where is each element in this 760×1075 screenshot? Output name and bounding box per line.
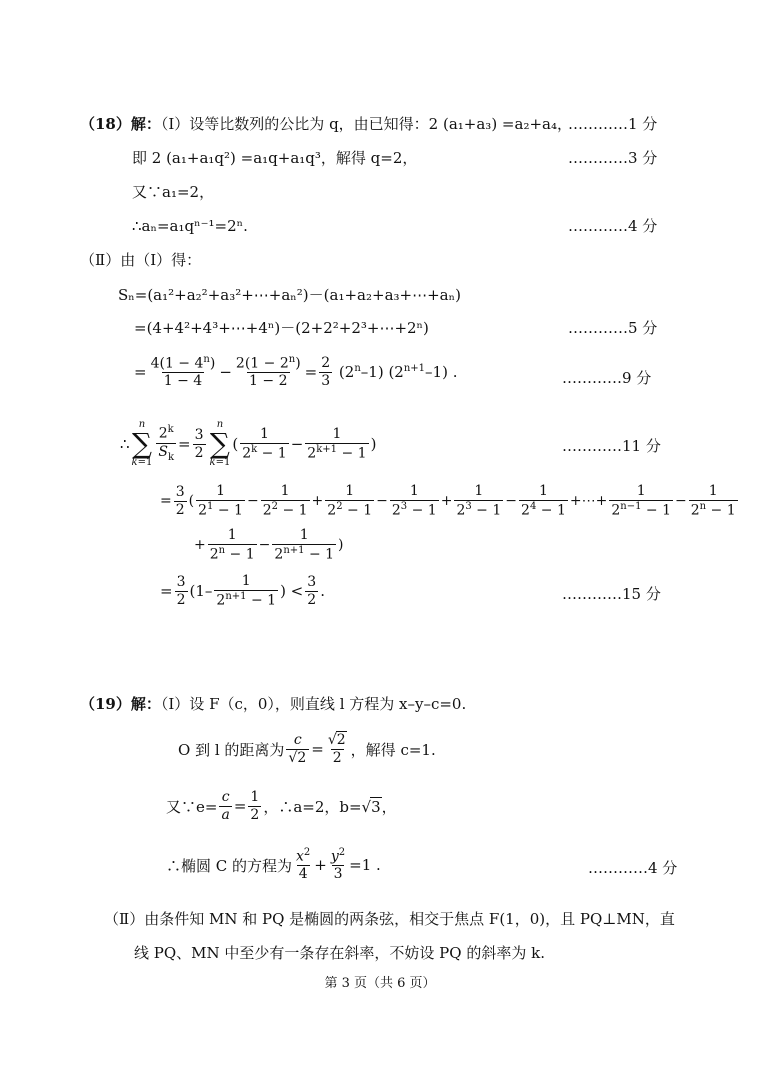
p19-score4: …………4 分 (588, 859, 678, 877)
p18-line12: = $\frac{3}{2}$ (1– $\frac{1}{2^{n+1} - 1}$ ) < $\frac{3}{2}$ . (160, 573, 325, 609)
fraction: $\frac{1}{2^{n+1} - 1}$ (216, 573, 277, 609)
p19-line1 (80, 694, 466, 714)
p18-score8: …………9 分 (562, 369, 652, 387)
fraction: $\frac{1}{2^3 - 1}$ (456, 483, 502, 519)
p18-score1: …………1 分 (568, 115, 658, 133)
fraction: $\frac{c}{a}$ (221, 789, 230, 823)
fraction: $\frac{1}{2^{n+1} - 1}$ (274, 527, 335, 563)
p19-line2: O 到 l 的距离为 $\frac{c}{√2}$ = $\frac{√2}{2}$ ，解得 c=1. (178, 732, 436, 766)
fraction: $\frac{1}{2^3 - 1}$ (391, 483, 437, 519)
p18-line9: ∴ n ∑ k=1 $\frac{2^k}{S_k}$ = $\frac{3}{2}$ n ∑ k=1 ( $\frac{1}{2^k - 1}$ − $\frac{1}{2^{k+1} - 1}$ ) (120, 419, 377, 468)
fraction: $\frac{√2}{2}$ (327, 732, 346, 766)
fraction: $\frac{2^k}{S_k}$ (158, 424, 175, 463)
p18-line2: 即 2 (a₁+a₁q²) =a₁q+a₁q³，解得 q=2， (132, 149, 418, 167)
p18-line6: Sₙ=(a₁²+a₂²+a₃²+⋯+aₙ²)－(a₁+a₂+a₃+⋯+aₙ) (118, 286, 461, 304)
p18-line4: ∴aₙ=a₁qⁿ⁻¹=2ⁿ. (132, 217, 248, 235)
p19-l3a: 又∵e= (166, 797, 218, 816)
p19-l4a: ∴椭圆 C 的方程为 (166, 856, 293, 875)
p19-line6: 线 PQ、MN 中至少有一条存在斜率，不妨设 PQ 的斜率为 k. (134, 944, 545, 962)
p18-line1 (80, 114, 572, 134)
fraction: $\frac{1}{2^{n-1} - 1}$ (611, 483, 671, 519)
p19-l2a: O 到 l 的距离为 (178, 740, 285, 759)
p18-l1-text: （Ⅰ）设等比数列的公比为 q，由已知得：2 (a₁+a₃) =a₂+a₄， (160, 115, 572, 133)
p18-line5: （Ⅱ）由（Ⅰ）得： (80, 251, 202, 269)
fraction: $\frac{x^2}{4}$ (296, 847, 311, 883)
fraction: $\frac{3}{2}$ (175, 483, 185, 518)
p19-line4: ∴椭圆 C 的方程为 $\frac{x^2}{4}$ + $\frac{y^2}{3}$ =1 . (166, 847, 381, 883)
p18-score2: …………3 分 (568, 149, 658, 167)
p18-line10: = $\frac{3}{2}$ ( $\frac{1}{2^1 - 1}$ − $\frac{1}{2^2 - 1}$ + $\frac{1}{2^2 - 1}$ − $\frac{1}{2^3 - 1}$ + $\frac{1}{2^3 - 1}$ − $\frac{1}{2^4 - 1}$ +⋯+ $\frac{1}{2^{n-1} - 1}$ − $\frac{1}{2^n - 1}$ (160, 483, 736, 519)
sigma-symbol: n ∑ k=1 (131, 419, 153, 468)
fraction: $\frac{3}{2}$ (307, 573, 317, 608)
fraction: $\frac{c}{√2}$ (286, 733, 309, 765)
p18-score7: …………5 分 (568, 319, 658, 337)
p19-l4b: =1 . (349, 856, 381, 875)
p18-score12: …………15 分 (562, 585, 661, 603)
p18-line3: 又∵a₁=2， (132, 183, 215, 201)
fraction: $\frac{y^2}{3}$ (330, 847, 346, 883)
p18-head: （18）解： (80, 115, 161, 133)
p18-line11: + $\frac{1}{2^n - 1}$ − $\frac{1}{2^{n+1} - 1}$ ) (194, 527, 344, 563)
fraction: $\frac{1}{2^n - 1}$ (209, 527, 255, 563)
p18-line8: = $\frac{4(1 - 4^n)}{1 - 4}$ − $\frac{2(1 - 2^n)}{1 - 2}$ = $\frac{2}{3}$ (2$^n$–1) $(2^{n+1}-1)$ . (134, 354, 458, 390)
fraction: $\frac{3}{2}$ (194, 426, 204, 461)
p19-line5: （Ⅱ）由条件知 MN 和 PQ 是椭圆的两条弦，相交于焦点 F(1，0)，且 PQ⊥MN，直 (104, 910, 675, 928)
fraction: $\frac{1}{2^k - 1}$ (242, 425, 287, 462)
p19-head: （19）解： (80, 695, 161, 713)
p19-l3b: ，∴a=2，b= (263, 797, 362, 816)
fraction: $\frac{1}{2^1 - 1}$ (198, 483, 243, 519)
p18-line7: =(4+4²+4³+⋯+4ⁿ)－(2+2²+2³+⋯+2ⁿ) (134, 319, 429, 337)
p19-l2b: ，解得 c=1. (350, 740, 436, 759)
fraction: $\frac{1}{2^n - 1}$ (690, 483, 736, 519)
fraction: $\frac{1}{2^2 - 1}$ (327, 483, 373, 519)
fraction: $\frac{2}{3}$ (321, 354, 331, 389)
p18-score9: …………11 分 (562, 437, 661, 455)
page-footer: 第 3 页（共 6 页） (324, 976, 436, 991)
fraction: $\frac{2(1 - 2^n)}{1 - 2}$ (235, 354, 301, 390)
p18-score4: …………4 分 (568, 217, 658, 235)
fraction: $\frac{1}{2^4 - 1}$ (521, 483, 566, 519)
fraction: $\frac{3}{2}$ (176, 573, 186, 608)
fraction: $\frac{1}{2^{k+1} - 1}$ (307, 425, 367, 462)
fraction: $\frac{1}{2^2 - 1}$ (262, 483, 308, 519)
fraction: $\frac{4(1 - 4^n)}{1 - 4}$ (150, 354, 216, 390)
p19-line3: 又∵e= $\frac{c}{a}$ = $\frac{1}{2}$ ，∴a=2，b= √3， (166, 789, 397, 823)
fraction: $\frac{1}{2}$ (250, 789, 260, 823)
p19-l1-text: （Ⅰ）设 F（c，0），则直线 l 方程为 x–y–c=0. (160, 695, 467, 713)
sigma-symbol: n ∑ k=1 (209, 419, 231, 468)
